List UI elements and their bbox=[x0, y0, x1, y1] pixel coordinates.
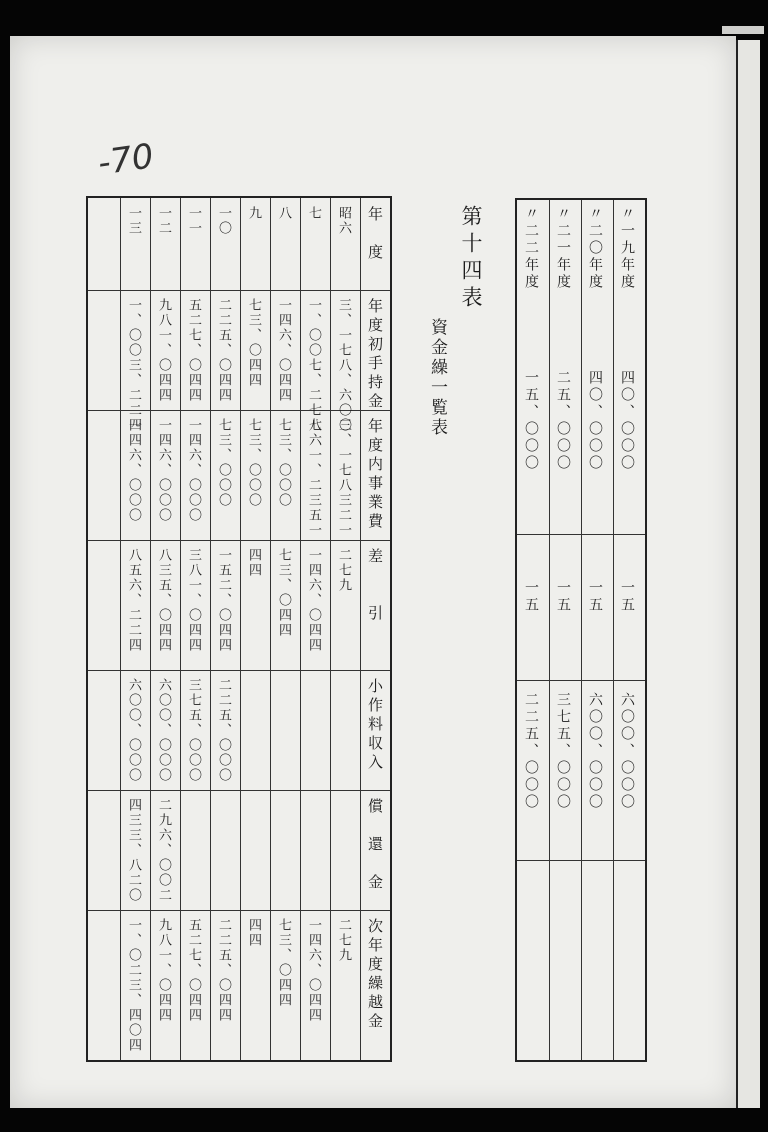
sheet-corner bbox=[722, 26, 764, 34]
table-cell: 〃一九年度 bbox=[619, 206, 635, 291]
table-cell: 一四六、〇〇〇 bbox=[126, 418, 141, 523]
table-cell: 二二五、〇四四 bbox=[216, 298, 231, 403]
table-cell: 二五、〇〇〇 bbox=[555, 370, 571, 472]
table-cell: 二七九 bbox=[336, 918, 351, 963]
table-cell: 七 bbox=[306, 206, 321, 221]
page-number: -70 bbox=[95, 136, 157, 184]
table-cell: 七三、〇四四 bbox=[276, 548, 291, 638]
table-cell: 七三、〇〇〇 bbox=[216, 418, 231, 508]
table-cell: 二九六、〇〇二 bbox=[156, 798, 171, 903]
table-cell: 四三三、八二〇 bbox=[126, 798, 141, 903]
grid-vline bbox=[150, 198, 151, 1060]
grid-hline bbox=[88, 290, 390, 291]
grid-vline bbox=[270, 198, 271, 1060]
table-cell: 一四六、〇四四 bbox=[306, 548, 321, 653]
grid-hline bbox=[88, 910, 390, 911]
column-header: 年度内事業費 bbox=[366, 418, 384, 532]
grid-hline bbox=[517, 860, 645, 861]
grid-hline bbox=[517, 680, 645, 681]
grid-vline bbox=[210, 198, 211, 1060]
table-cell: 四〇、〇〇〇 bbox=[619, 370, 635, 472]
table-cell: 七三、〇〇〇 bbox=[246, 418, 261, 508]
table-cell: 八 bbox=[276, 206, 291, 221]
table-cell: 一五 bbox=[619, 580, 635, 614]
table-cell: 六〇〇、〇〇〇 bbox=[126, 678, 141, 783]
column-header: 次年度繰越金 bbox=[366, 918, 384, 1032]
column-header: 小作料収入 bbox=[366, 678, 384, 773]
table-cell: 一、〇〇七、二七七 bbox=[306, 298, 321, 433]
table-cell: 一、〇二三、四〇四 bbox=[126, 918, 141, 1053]
table-cell: 三七五、〇〇〇 bbox=[555, 692, 571, 811]
table-cell: 二二五、〇四四 bbox=[216, 918, 231, 1023]
table-cell: 二二五、〇〇〇 bbox=[216, 678, 231, 783]
grid-vline bbox=[330, 198, 331, 1060]
table-cell: 五二七、〇四四 bbox=[186, 298, 201, 403]
grid-vline bbox=[360, 198, 361, 1060]
grid-hline bbox=[88, 670, 390, 671]
table-cell: 〃二〇年度 bbox=[587, 206, 603, 291]
grid-vline bbox=[120, 198, 121, 1060]
table-cell: 七三、〇〇〇 bbox=[276, 418, 291, 508]
table-cell: 四四 bbox=[246, 918, 261, 948]
table-cell: 三八一、〇四四 bbox=[186, 548, 201, 653]
table-cell: 九八一、〇四四 bbox=[156, 918, 171, 1023]
table-cell: 一四六、〇〇〇 bbox=[186, 418, 201, 523]
table-cell: 三、一七八三二一 bbox=[336, 418, 351, 538]
table-cell: 七三、〇四四 bbox=[246, 298, 261, 388]
column-header: 償 還 金 bbox=[366, 798, 384, 893]
table-cell: 一五 bbox=[587, 580, 603, 614]
table-cell: 〃二二年度 bbox=[523, 206, 539, 291]
table-cell: 一〇 bbox=[216, 206, 231, 236]
continuation-table bbox=[515, 198, 647, 1062]
table-cell: 二七九 bbox=[336, 548, 351, 593]
table-cell: 一一 bbox=[186, 206, 201, 236]
column-header: 年 度 bbox=[366, 206, 384, 263]
table-cell: 九八一、〇四四 bbox=[156, 298, 171, 403]
table-cell: 二二五、〇〇〇 bbox=[523, 692, 539, 811]
table-cell: 一五 bbox=[523, 580, 539, 614]
table-cell: 三七五、〇〇〇 bbox=[186, 678, 201, 783]
table-cell: 一四六、〇四四 bbox=[306, 918, 321, 1023]
table-cell: 八六一、二三五一 bbox=[306, 418, 321, 538]
grid-hline bbox=[517, 534, 645, 535]
table-cell: 一三 bbox=[126, 206, 141, 236]
table-cell: 一五 bbox=[555, 580, 571, 614]
table-cell: 〃二一年度 bbox=[555, 206, 571, 291]
table-cell: 四四 bbox=[246, 548, 261, 578]
grid-hline bbox=[88, 790, 390, 791]
column-header: 年度初手持金 bbox=[366, 298, 384, 412]
grid-vline bbox=[613, 200, 614, 1060]
grid-vline bbox=[581, 200, 582, 1060]
table-cell: 一四六、〇〇〇 bbox=[156, 418, 171, 523]
grid-vline bbox=[180, 198, 181, 1060]
grid-hline bbox=[88, 540, 390, 541]
table-cell: 一五、〇〇〇 bbox=[523, 370, 539, 472]
table-title: 第十四表 bbox=[459, 205, 483, 313]
table-cell: 六〇〇、〇〇〇 bbox=[587, 692, 603, 811]
table-cell: 八三五、〇四四 bbox=[156, 548, 171, 653]
grid-vline bbox=[549, 200, 550, 1060]
table-cell: 一、〇〇三、二二四 bbox=[126, 298, 141, 433]
table-cell: 三、一七八、六〇〇 bbox=[336, 298, 351, 433]
table-cell: 八五六、二二四 bbox=[126, 548, 141, 653]
table-cell: 四〇、〇〇〇 bbox=[587, 370, 603, 472]
table-cell: 昭六 bbox=[336, 206, 351, 236]
table-cell: 一四六、〇四四 bbox=[276, 298, 291, 403]
table-cell: 九 bbox=[246, 206, 261, 221]
table-cell: 六〇〇、〇〇〇 bbox=[619, 692, 635, 811]
table-cell: 五二七、〇四四 bbox=[186, 918, 201, 1023]
table-cell: 一二 bbox=[156, 206, 171, 236]
sheet-edge bbox=[736, 40, 760, 1108]
table-cell: 六〇〇、〇〇〇 bbox=[156, 678, 171, 783]
funding-table bbox=[86, 196, 392, 1062]
column-header: 差 引 bbox=[366, 548, 384, 624]
table-cell: 七三、〇四四 bbox=[276, 918, 291, 1008]
table-cell: 一五二、〇四四 bbox=[216, 548, 231, 653]
grid-vline bbox=[300, 198, 301, 1060]
table-subtitle: 資金繰一覧表 bbox=[427, 318, 447, 438]
grid-vline bbox=[240, 198, 241, 1060]
